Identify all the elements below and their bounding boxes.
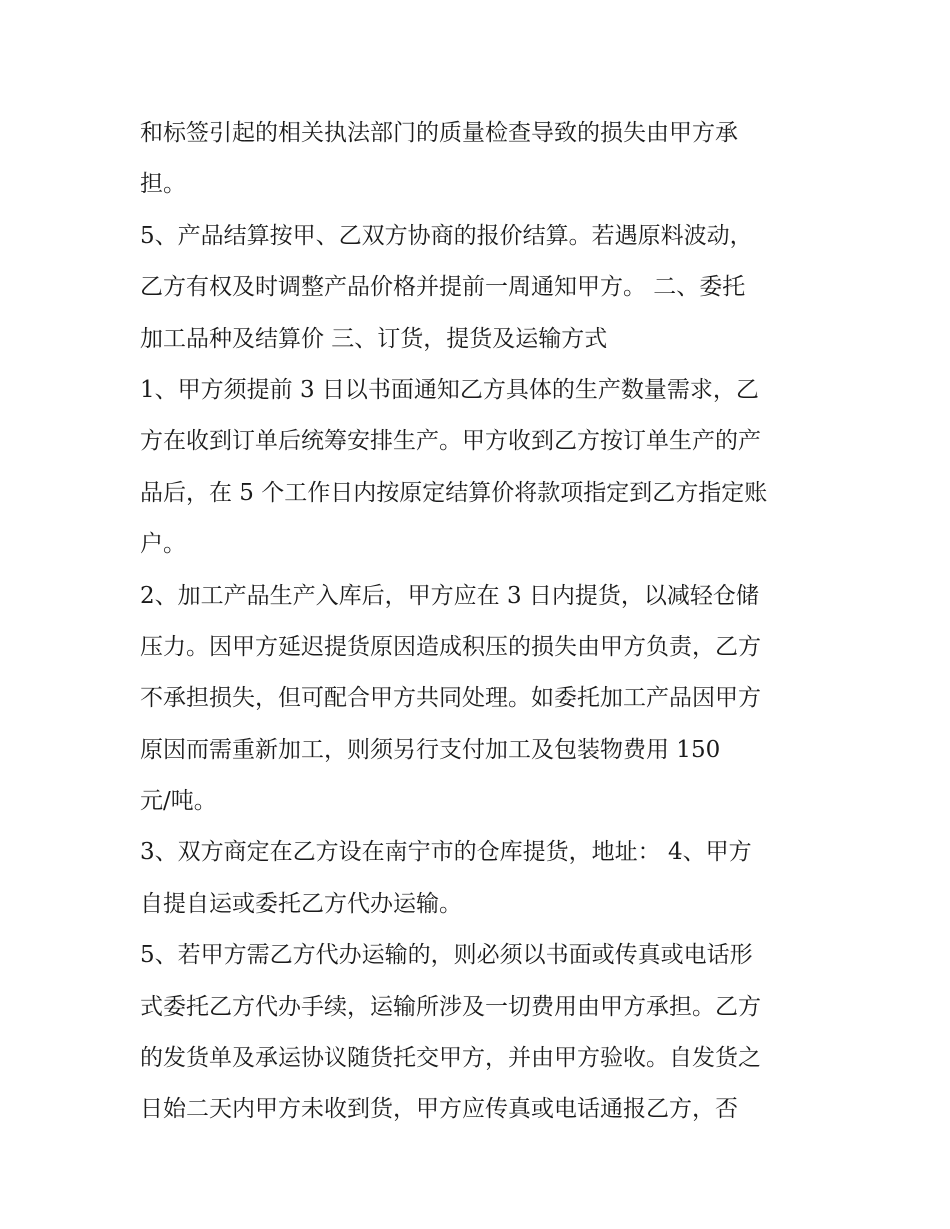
text-line: 日始二天内甲方未收到货，甲方应传真或电话通报乙方，否 [140,1096,738,1123]
text-line: 方在收到订单后统筹安排生产。甲方收到乙方按订单生产的产 [140,428,761,455]
text-line: 元/吨。 [140,788,217,815]
text-line: 不承担损失，但可配合甲方共同处理。如委托加工产品因甲方 [140,685,761,712]
text-line: 加工品种及结算价 三、订货，提货及运输方式 [140,325,608,352]
text-line: 5、产品结算按甲、乙双方协商的报价结算。若遇原料波动， [140,222,753,249]
text-line: 乙方有权及时调整产品价格并提前一周通知甲方。 二、委托 [140,274,746,301]
text-line: 自提自运或委托乙方代办运输。 [140,890,462,917]
contract-body-text [140,108,820,1136]
text-line: 原因而需重新加工，则须另行支付加工及包装物费用 150 [140,736,721,763]
text-line: 户。 [140,531,186,558]
text-line: 2、加工产品生产入库后，甲方应在 3 日内提货，以减轻仓储 [140,582,759,609]
text-line: 担。 [140,171,186,198]
text-line: 5、若甲方需乙方代办运输的，则必须以书面或传真或电话形 [140,942,753,969]
text-line: 品后，在 5 个工作日内按原定结算价将款项指定到乙方指定账 [140,479,768,506]
text-line: 的发货单及承运协议随货托交甲方，并由甲方验收。自发货之 [140,1045,761,1072]
text-line: 1、甲方须提前 3 日以书面通知乙方具体的生产数量需求，乙 [140,376,759,403]
text-line: 和标签引起的相关执法部门的质量检查导致的损失由甲方承 [140,120,738,146]
text-line: 式委托乙方代办手续，运输所涉及一切费用由甲方承担。乙方 [140,993,761,1020]
text-line: 3、双方商定在乙方设在南宁市的仓库提货，地址： 4、甲方 [140,839,752,866]
text-line: 压力。因甲方延迟提货原因造成积压的损失由甲方负责，乙方 [140,633,761,660]
